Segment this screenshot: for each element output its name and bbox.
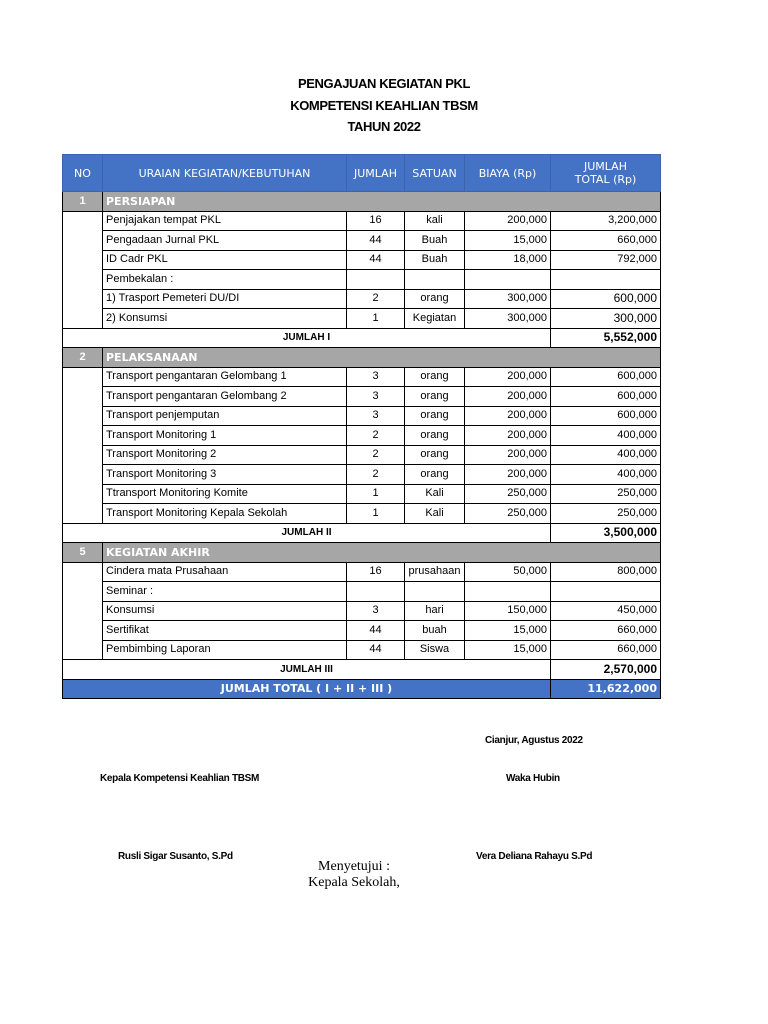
cell-description: Transport Monitoring 3 — [103, 465, 347, 485]
table-row — [63, 445, 661, 465]
cell-total: 400,000 — [551, 465, 661, 485]
doc-title-line1: PENGAJUAN KEGIATAN PKL — [297, 76, 470, 91]
cell-cost: 300,000 — [465, 289, 551, 309]
cell-description: Transport pengantaran Gelombang 2 — [103, 387, 347, 407]
subtotal-label: JUMLAH I — [63, 328, 551, 348]
section-title: KEGIATAN AKHIR — [103, 543, 661, 563]
row-number-blank — [63, 562, 103, 660]
table-row — [63, 484, 661, 504]
section-number: 5 — [63, 543, 103, 563]
grand-total-label: JUMLAH TOTAL ( I + II + III ) — [63, 679, 551, 699]
cell-unit: orang — [405, 367, 465, 387]
cell-quantity — [347, 582, 405, 602]
table-row — [63, 367, 661, 387]
right-signatory-role: Waka Hubin — [506, 773, 560, 784]
cell-quantity: 3 — [347, 601, 405, 621]
cell-cost — [465, 582, 551, 602]
cell-quantity: 2 — [347, 465, 405, 485]
table-row — [63, 211, 661, 231]
cell-unit — [405, 270, 465, 290]
cell-unit: orang — [405, 465, 465, 485]
cell-total: 300,000 — [551, 309, 661, 329]
cell-description: Transport penjemputan — [103, 406, 347, 426]
place-date: Cianjur, Agustus 2022 — [485, 735, 583, 746]
cell-cost: 15,000 — [465, 231, 551, 251]
cell-description: ID Cadr PKL — [103, 250, 347, 270]
subtotal-value: 5,552,000 — [551, 328, 661, 348]
cell-description: Pembimbing Laporan — [103, 640, 347, 660]
cell-cost: 18,000 — [465, 250, 551, 270]
section-header-row — [63, 348, 661, 368]
cell-description: Sertifikat — [103, 621, 347, 641]
cell-total: 660,000 — [551, 640, 661, 660]
cell-total: 660,000 — [551, 621, 661, 641]
cell-total: 600,000 — [551, 289, 661, 309]
table-row — [63, 562, 661, 582]
cell-unit: orang — [405, 387, 465, 407]
subtotal-value: 2,570,000 — [551, 660, 661, 680]
cell-description: 1) Trasport Pemeteri DU/DI — [103, 289, 347, 309]
cell-total: 250,000 — [551, 484, 661, 504]
table-row — [63, 640, 661, 660]
col-header-quantity: JUMLAH — [347, 155, 405, 192]
cell-unit: kali — [405, 211, 465, 231]
cell-quantity: 2 — [347, 289, 405, 309]
section-header-row — [63, 192, 661, 212]
table-row — [63, 309, 661, 329]
cell-description: Seminar : — [103, 582, 347, 602]
col-header-cost: BIAYA (Rp) — [465, 155, 551, 192]
cell-description: Konsumsi — [103, 601, 347, 621]
cell-total: 600,000 — [551, 406, 661, 426]
cell-cost: 200,000 — [465, 426, 551, 446]
right-signatory-name: Vera Deliana Rahayu S.Pd — [476, 851, 593, 862]
cell-description: Pembekalan : — [103, 270, 347, 290]
cell-quantity: 44 — [347, 231, 405, 251]
approval-label: Menyetujui : — [318, 859, 390, 874]
subtotal-label: JUMLAH III — [63, 660, 551, 680]
cell-cost — [465, 270, 551, 290]
cell-total: 600,000 — [551, 387, 661, 407]
cell-description: Transport Monitoring Kepala Sekolah — [103, 504, 347, 524]
cell-unit: Buah — [405, 231, 465, 251]
cell-total: 400,000 — [551, 426, 661, 446]
cell-total: 3,200,000 — [551, 211, 661, 231]
col-header-unit: SATUAN — [405, 155, 465, 192]
table-row — [63, 270, 661, 290]
cell-unit: prusahaan — [405, 562, 465, 582]
table-row — [63, 387, 661, 407]
cell-quantity: 1 — [347, 504, 405, 524]
cell-unit: orang — [405, 426, 465, 446]
table-row — [63, 231, 661, 251]
cell-quantity: 2 — [347, 426, 405, 446]
cell-description: Ttransport Monitoring Komite — [103, 484, 347, 504]
cell-cost: 200,000 — [465, 367, 551, 387]
table-body — [63, 192, 661, 680]
section-title: PELAKSANAAN — [103, 348, 661, 368]
table-row — [63, 406, 661, 426]
cell-unit: Kali — [405, 484, 465, 504]
cell-unit: orang — [405, 289, 465, 309]
cell-description: Penjajakan tempat PKL — [103, 211, 347, 231]
cell-total — [551, 270, 661, 290]
cell-description: Transport pengantaran Gelombang 1 — [103, 367, 347, 387]
cell-quantity: 3 — [347, 387, 405, 407]
table-row — [63, 582, 661, 602]
cell-unit: Buah — [405, 250, 465, 270]
cell-cost: 150,000 — [465, 601, 551, 621]
cell-quantity: 44 — [347, 250, 405, 270]
cell-quantity: 16 — [347, 562, 405, 582]
doc-title-line2: KOMPETENSI KEAHLIAN TBSM — [290, 98, 478, 113]
cell-unit: Siswa — [405, 640, 465, 660]
cell-cost: 15,000 — [465, 621, 551, 641]
subtotal-value: 3,500,000 — [551, 523, 661, 543]
cell-description: Transport Monitoring 1 — [103, 426, 347, 446]
cell-total: 792,000 — [551, 250, 661, 270]
cell-quantity: 1 — [347, 309, 405, 329]
left-signatory-role: Kepala Kompetensi Keahlian TBSM — [100, 773, 260, 784]
table-row — [63, 504, 661, 524]
cell-description: Cindera mata Prusahaan — [103, 562, 347, 582]
cell-cost: 200,000 — [465, 445, 551, 465]
cell-total — [551, 582, 661, 602]
cell-cost: 200,000 — [465, 406, 551, 426]
doc-title-line3: TAHUN 2022 — [347, 119, 421, 134]
cell-description: 2) Konsumsi — [103, 309, 347, 329]
table-row — [63, 250, 661, 270]
cell-description: Transport Monitoring 2 — [103, 445, 347, 465]
row-number-blank — [63, 367, 103, 523]
budget-table — [62, 154, 661, 699]
cell-total: 800,000 — [551, 562, 661, 582]
cell-cost: 250,000 — [465, 504, 551, 524]
cell-cost: 200,000 — [465, 211, 551, 231]
cell-unit — [405, 582, 465, 602]
grand-total-value: 11,622,000 — [551, 679, 661, 699]
cell-unit: orang — [405, 445, 465, 465]
left-signatory-name: Rusli Sigar Susanto, S.Pd — [118, 851, 233, 862]
cell-description: Pengadaan Jurnal PKL — [103, 231, 347, 251]
cell-quantity: 2 — [347, 445, 405, 465]
cell-quantity: 1 — [347, 484, 405, 504]
cell-cost: 200,000 — [465, 387, 551, 407]
section-title: PERSIAPAN — [103, 192, 661, 212]
table-row — [63, 601, 661, 621]
subtotal-row — [63, 328, 661, 348]
cell-cost: 300,000 — [465, 309, 551, 329]
cell-cost: 50,000 — [465, 562, 551, 582]
section-header-row — [63, 543, 661, 563]
cell-quantity: 44 — [347, 640, 405, 660]
cell-unit: orang — [405, 406, 465, 426]
cell-total: 250,000 — [551, 504, 661, 524]
cell-total: 450,000 — [551, 601, 661, 621]
approver-role: Kepala Sekolah, — [308, 875, 400, 890]
cell-unit: Kali — [405, 504, 465, 524]
cell-quantity — [347, 270, 405, 290]
section-number: 1 — [63, 192, 103, 212]
cell-cost: 15,000 — [465, 640, 551, 660]
subtotal-row — [63, 660, 661, 680]
cell-unit: buah — [405, 621, 465, 641]
cell-cost: 200,000 — [465, 465, 551, 485]
cell-cost: 250,000 — [465, 484, 551, 504]
cell-quantity: 3 — [347, 367, 405, 387]
table-header-row — [63, 155, 661, 192]
section-number: 2 — [63, 348, 103, 368]
col-header-total: JUMLAH TOTAL (Rp) — [551, 155, 661, 192]
grand-total-row — [63, 679, 661, 699]
cell-quantity: 16 — [347, 211, 405, 231]
col-header-description: URAIAN KEGIATAN/KEBUTUHAN — [103, 155, 347, 192]
subtotal-row — [63, 523, 661, 543]
cell-unit: Kegiatan — [405, 309, 465, 329]
cell-quantity: 44 — [347, 621, 405, 641]
cell-quantity: 3 — [347, 406, 405, 426]
subtotal-label: JUMLAH II — [63, 523, 551, 543]
cell-unit: hari — [405, 601, 465, 621]
cell-total: 400,000 — [551, 445, 661, 465]
cell-total: 600,000 — [551, 367, 661, 387]
table-row — [63, 621, 661, 641]
col-header-no: NO — [63, 155, 103, 192]
cell-total: 660,000 — [551, 231, 661, 251]
table-row — [63, 289, 661, 309]
table-row — [63, 426, 661, 446]
table-row — [63, 465, 661, 485]
row-number-blank — [63, 211, 103, 328]
